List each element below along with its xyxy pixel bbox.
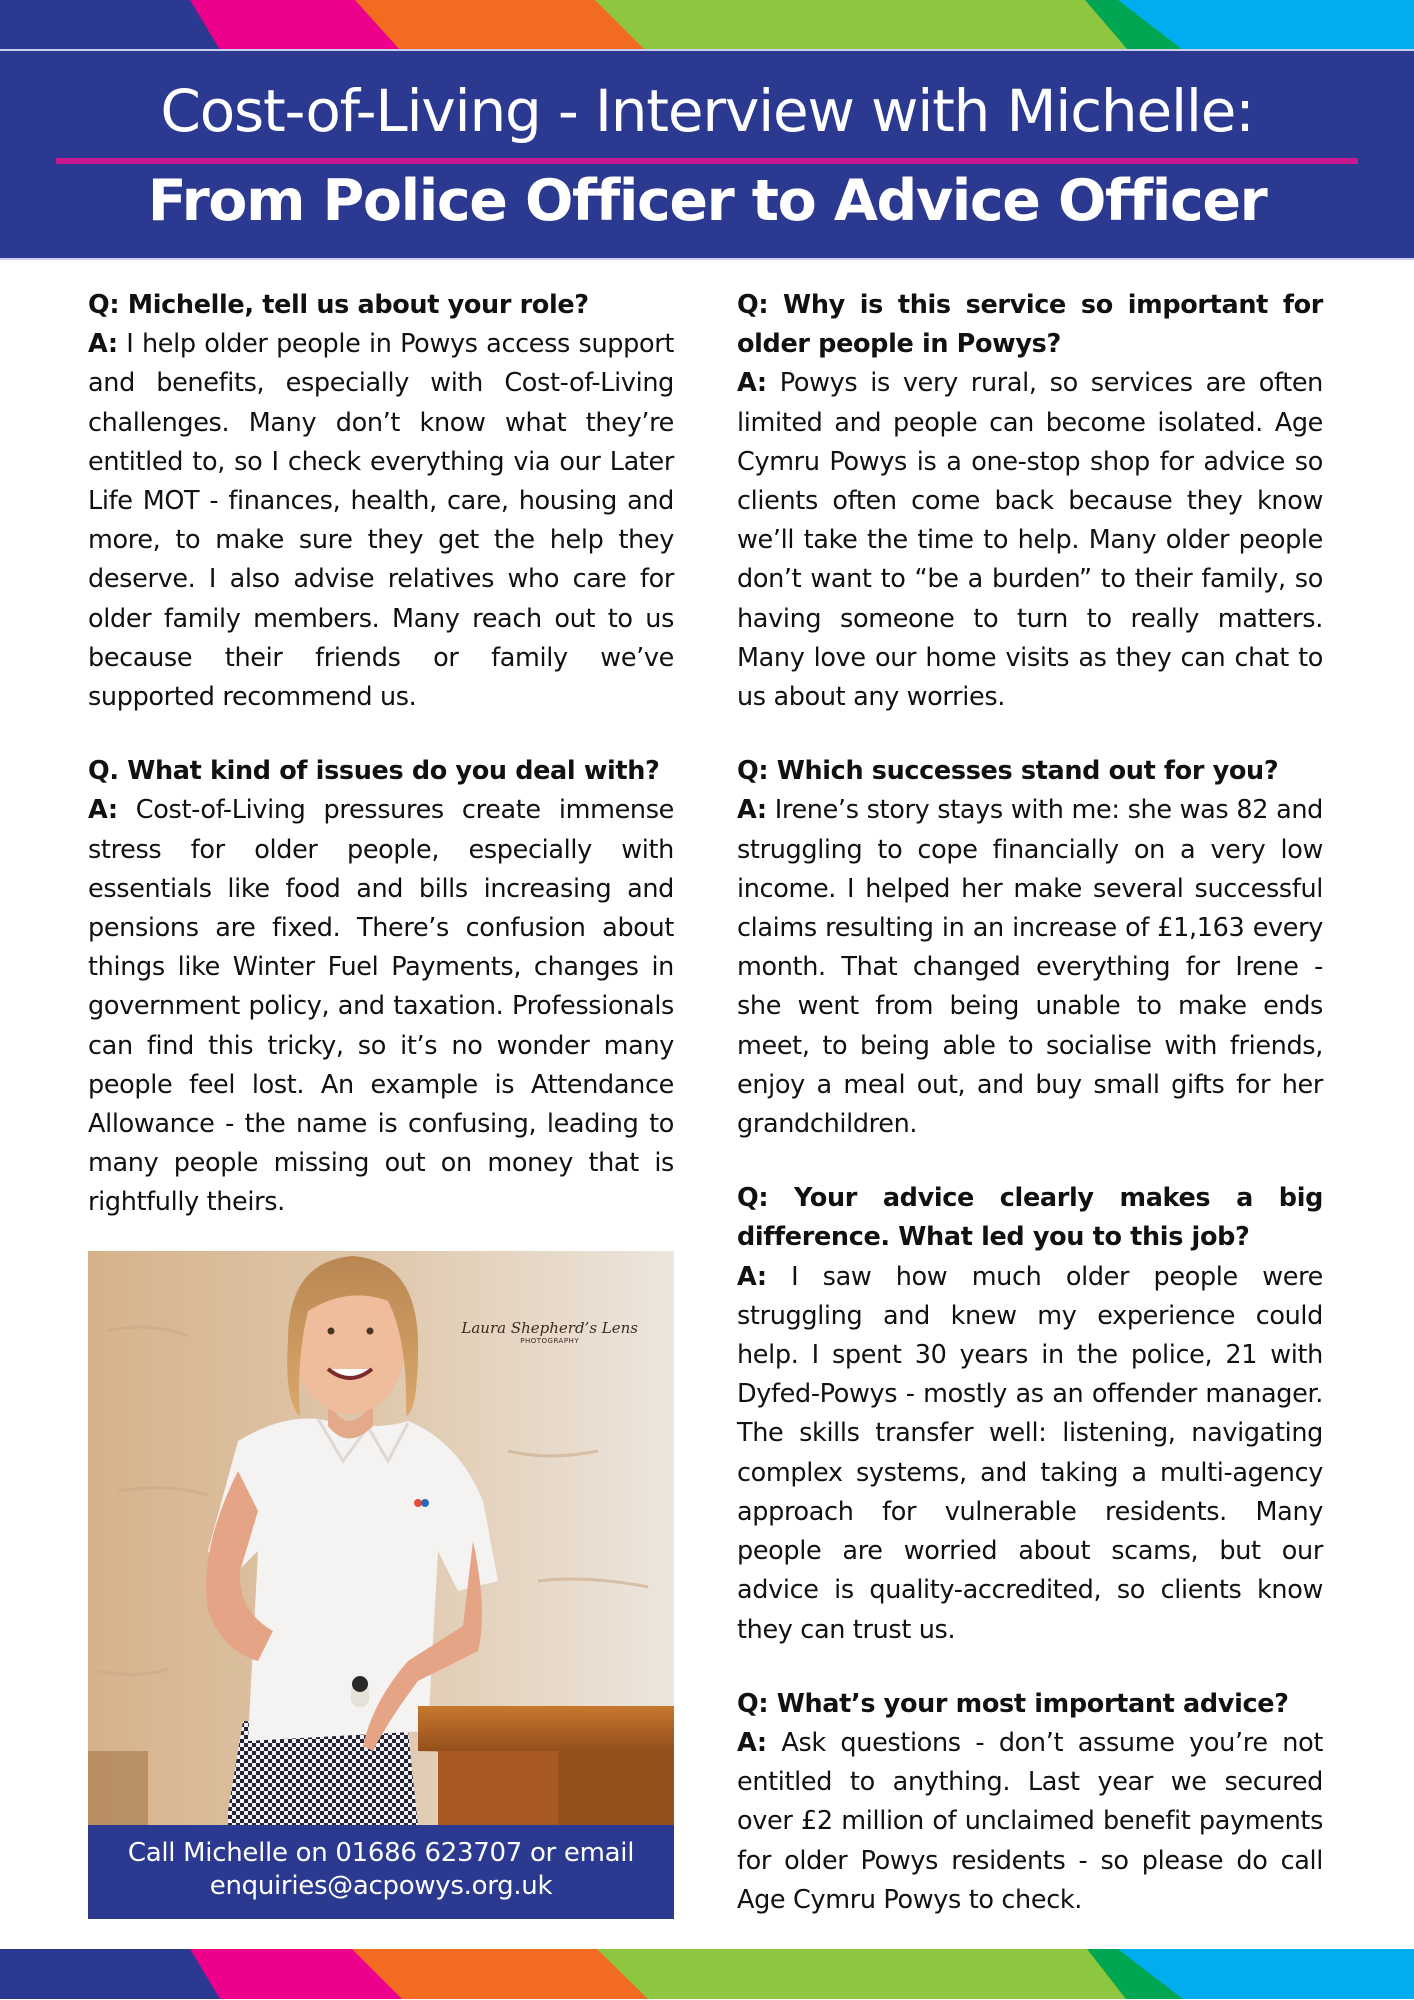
answer-label: A: xyxy=(737,1727,767,1758)
answer-text: I saw how much older people were struggling and knew my experience could help. I spent 30 years in the police, 21 with Dyfed-Powys - mostly as an offender manager. The skills transfer well: listening, navigating complex systems, and taking a multi-agency approach for vulnerable residents. Many people are worried about scams, but our advice is quality-accredited, so clients know they can trust us. xyxy=(737,1261,1323,1645)
answer-text: Powys is very rural, so services are often limited and people can become isolated. Age Cymru Powys is a one-stop shop for advice so clients often come back because they know we’ll take the time to help. Many older people don’t want to “be a burden” to their family, so having someone to turn to really matters. Many love our home visits as they can chat to us about any worries. xyxy=(737,368,1323,713)
title-divider xyxy=(56,158,1358,164)
qa-item-advice xyxy=(737,1685,1323,1920)
question: Q: Why is this service so important for older people in Powys? xyxy=(737,290,1323,360)
answer-text: I help older people in Powys access support and benefits, especially with Cost-of-Living challenges. Many don’t know what they’re entitled to, so I check everything via our Later Life MOT - finances, health, care, housing and more, to make sure they get the help they deserve. I also advise relatives who care for older family members. Many reach out to us because their friends or family we’ve supported recommend us. xyxy=(88,329,674,713)
qa-item-role xyxy=(88,286,674,717)
answer-label: A: xyxy=(88,795,118,826)
question: Q: Which successes stand out for you? xyxy=(737,756,1279,787)
stripe-graphic xyxy=(0,0,1414,50)
credit-name: Laura Shepherd’s Lens xyxy=(461,1319,638,1337)
bottom-color-stripe xyxy=(0,1949,1414,1999)
answer xyxy=(737,791,1323,1144)
answer-text: Cost-of-Living pressures create immense stress for older people, especially with essentials like food and bills increasing and pensions are fixed. There’s confusion about things like Winter Fuel Payments, changes in government policy, and taxation. Professionals can find this tricky, so it’s no wonder many people feel lost. An example is Attendance Allowance - the name is confusing, leading to many people missing out on money that is rightfully theirs. xyxy=(88,795,674,1218)
qa-item-background xyxy=(737,1179,1323,1649)
michelle-photo xyxy=(88,1251,674,1826)
answer xyxy=(737,1258,1323,1650)
contact-phone-line: Call Michelle on 01686 623707 or email xyxy=(127,1838,635,1868)
top-color-stripe xyxy=(0,0,1414,50)
qa-item-issues xyxy=(88,752,674,1222)
qa-item-importance xyxy=(737,286,1323,717)
answer-label: A: xyxy=(737,795,767,826)
question: Q: Your advice clearly makes a big difference. What led you to this job? xyxy=(737,1183,1323,1253)
right-column xyxy=(737,286,1323,1955)
page-title: Cost-of-Living - Interview with Michelle: xyxy=(160,77,1254,145)
stripe-graphic xyxy=(0,1949,1414,1999)
question: Q: What’s your most important advice? xyxy=(737,1688,1289,1719)
answer xyxy=(737,1724,1323,1920)
answer-label: A: xyxy=(737,368,767,399)
answer xyxy=(737,364,1323,717)
answer-label: A: xyxy=(88,329,118,360)
answer xyxy=(88,791,674,1222)
question: Q. What kind of issues do you deal with? xyxy=(88,756,660,787)
credit-subtitle: PHOTOGRAPHY xyxy=(520,1337,580,1345)
answer xyxy=(88,325,674,717)
title-banner xyxy=(0,51,1414,258)
page-subtitle: From Police Officer to Advice Officer xyxy=(147,168,1267,234)
contact-caption xyxy=(88,1825,674,1919)
contact-email-link[interactable]: enquiries@acpowys.org.uk xyxy=(209,1871,553,1901)
answer-text: Ask questions - don’t assume you’re not entitled to anything. Last year we secured over £2 million of unclaimed benefit payments for older Powys residents - so please do call Age Cymru Powys to check. xyxy=(737,1727,1323,1915)
answer-text: Irene’s story stays with me: she was 82 and struggling to cope financially on a very low income. I helped her make several successful claims resulting in an increase of £1,163 every month. That changed everything for Irene - she went from being unable to make ends meet, to being able to socialise with friends, enjoy a meal out, and buy small gifts for her grandchildren. xyxy=(737,795,1323,1140)
qa-item-successes xyxy=(737,752,1323,1144)
answer-label: A: xyxy=(737,1261,767,1292)
question: Q: Michelle, tell us about your role? xyxy=(88,290,589,320)
photographer-credit xyxy=(461,1319,638,1345)
banner-bottom-border xyxy=(0,258,1414,260)
left-column xyxy=(88,286,674,1258)
